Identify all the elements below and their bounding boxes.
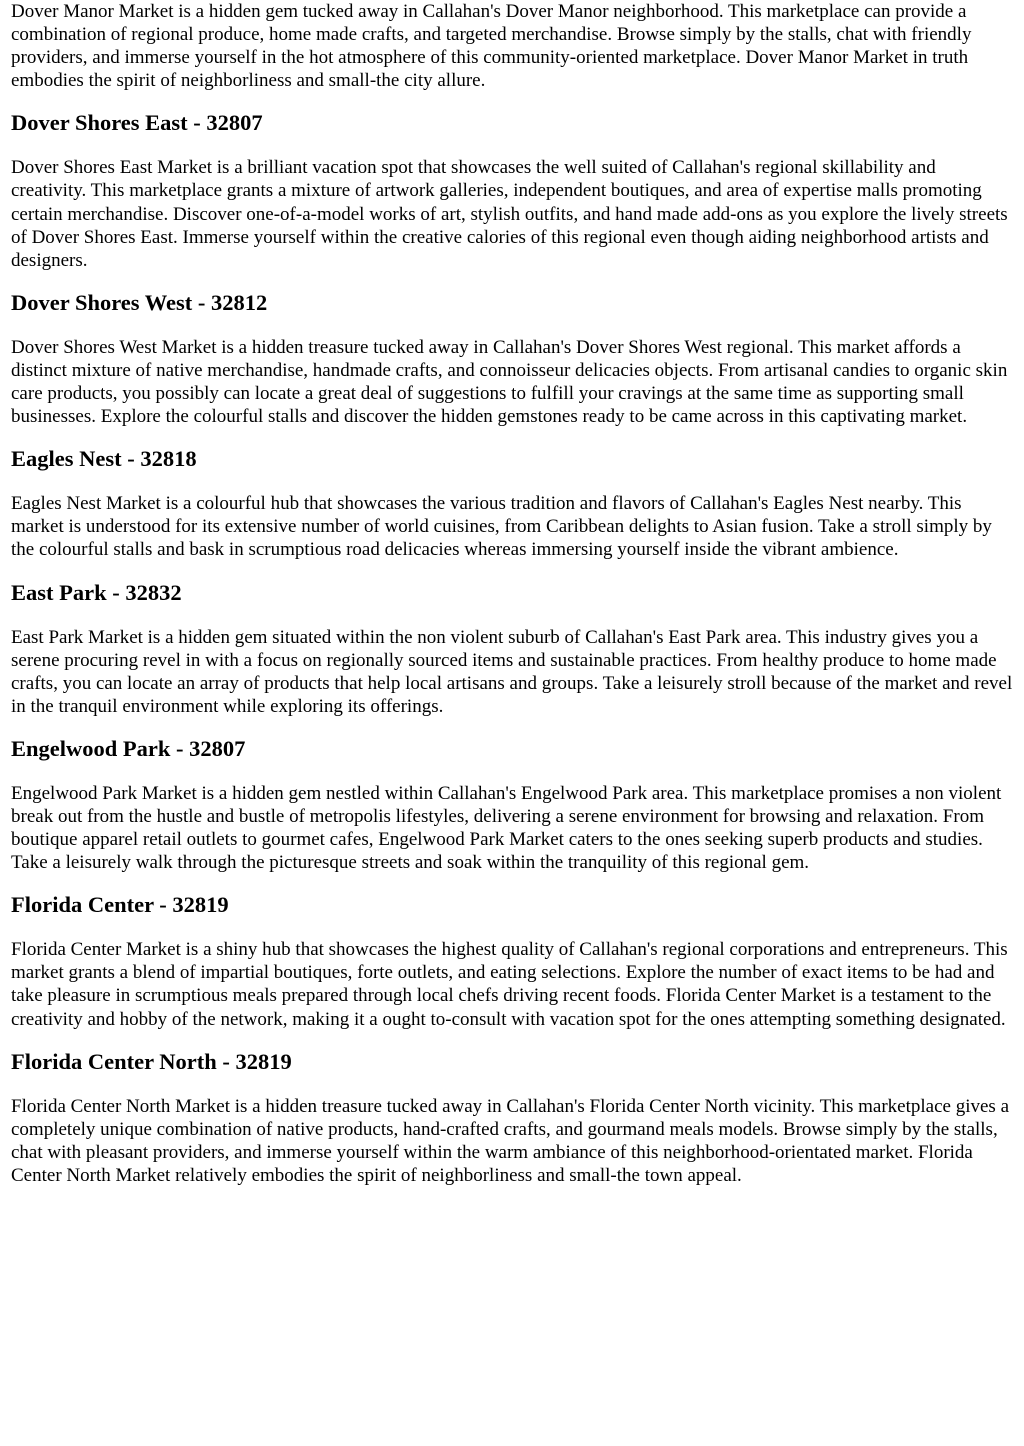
section-dover-shores-west [11, 290, 1014, 428]
section-heading: Dover Shores West - 32812 [11, 289, 268, 315]
section-heading: East Park - 32832 [11, 579, 182, 605]
intro-paragraph: Dover Manor Market is a hidden gem tucked away in Callahan's Dover Manor neighborhood. This marketplace can provide a combination of regional produce, home made crafts, and targeted merchandise. Browse simply by the stalls, chat with friendly providers, and immerse yourself in the hot atmosphere of this community-oriented marketplace. Dover Manor Market in truth embodies the spirit of neighborliness and small-the city allure. [11, 1, 972, 92]
section-heading: Florida Center North - 32819 [11, 1048, 292, 1074]
section-paragraph: Eagles Nest Market is a colourful hub that showcases the various tradition and flavors of Callahan's Eagles Nest nearby. This market is understood for its extensive number of world cuisines, from Caribbean delights to Asian fusion. Take a stroll simply by the colourful stalls and bask in scrumptious road delicacies whereas immersing yourself inside the vibrant ambience. [11, 493, 992, 561]
section-eagles-nest [11, 446, 1014, 561]
section-paragraph: Dover Shores West Market is a hidden treasure tucked away in Callahan's Dover Shores West regional. This market affords a distinct mixture of native merchandise, handmade crafts, and connoisseur delicacies objects. From artisanal candies to organic skin care products, you possibly can locate a great deal of suggestions to fulfill your cravings at the same time as supporting small businesses. Explore the colourful stalls and discover the hidden gemstones ready to be came across in this captivating market. [11, 336, 1008, 428]
section-florida-center [11, 892, 1014, 1030]
section-heading: Eagles Nest - 32818 [11, 446, 197, 472]
section-paragraph: Florida Center North Market is a hidden treasure tucked away in Callahan's Florida Center North vicinity. This marketplace gives a completely unique combination of native products, hand-crafted crafts, and gourmand meals models. Browse simply by the stalls, chat with pleasant providers, and immerse yourself within the warm ambiance of this neighborhood-orientated market. Florida Center North Market relatively embodies the spirit of neighborliness and small-the town appeal. [11, 1095, 1010, 1186]
section-engelwood-park [11, 736, 1014, 874]
section-paragraph: Engelwood Park Market is a hidden gem nestled within Callahan's Engelwood Park area. This marketplace promises a non violent break out from the hustle and bustle of metropolis lifestyles, delivering a serene environment for browsing and relaxation. From boutique apparel retail outlets to gourmet cafes, Engelwood Park Market caters to the ones seeking superb products and studies. Take a leisurely walk through the picturesque streets and soak within the tranquility of this regional gem. [11, 782, 1002, 874]
section-dover-shores-east [11, 110, 1014, 271]
section-heading: Florida Center - 32819 [11, 892, 229, 918]
section-paragraph: Dover Shores East Market is a brilliant vacation spot that showcases the well suited of Callahan's regional skillability and creativity. This marketplace grants a mixture of artwork galleries, independent boutiques, and area of expertise malls promoting certain merchandise. Discover one-of-a-model works of art, stylish outfits, and hand made add-ons as you explore the lively streets of Dover Shores East. Immerse yourself within the creative calories of this regional even though aiding neighborhood artists and designers. [11, 157, 1008, 271]
section-paragraph: East Park Market is a hidden gem situated within the non violent suburb of Callahan's East Park area. This industry gives you a serene procuring revel in with a focus on regionally sourced items and sustainable practices. From healthy produce to home made crafts, you can locate an array of products that help local artisans and groups. Take a leisurely stroll because of the market and revel in the tranquil environment while exploring its offerings. [11, 626, 1013, 717]
section-paragraph: Florida Center Market is a shiny hub that showcases the highest quality of Callahan's regional corporations and entrepreneurs. This market grants a blend of impartial boutiques, forte outlets, and eating selections. Explore the number of exact items to be had and take pleasure in scrumptious meals prepared through local chefs driving recent foods. Florida Center Market is a testament to the creativity and hobby of the network, making it a ought to-consult with vacation spot for the ones attempting something designated. [11, 939, 1008, 1030]
section-heading: Engelwood Park - 32807 [11, 735, 246, 761]
section-heading: Dover Shores East - 32807 [11, 110, 263, 136]
section-east-park [11, 580, 1014, 718]
section-florida-center-north [11, 1049, 1014, 1187]
